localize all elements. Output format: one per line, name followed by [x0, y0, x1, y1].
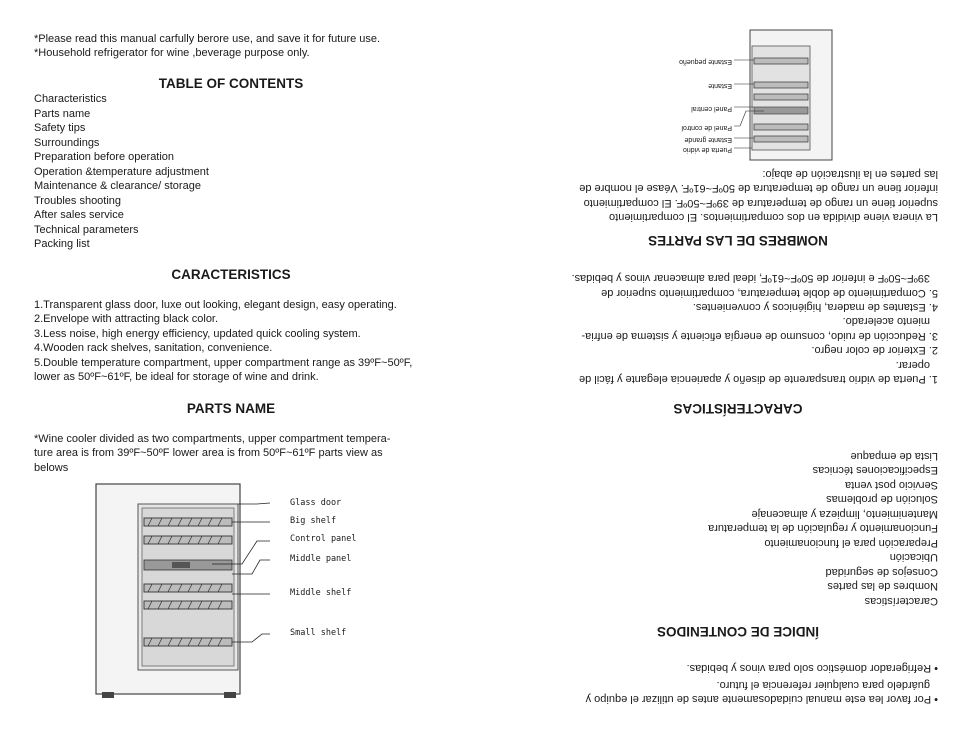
parts-intro-line-es: las partes en la ilustración de abajo:: [762, 167, 938, 180]
toc-item: Surroundings: [34, 136, 100, 149]
wine-cooler-diagram: [92, 478, 382, 703]
characteristics-list-es: [572, 271, 939, 386]
toc-list: [34, 92, 209, 252]
diagram-label-middle-shelf: Middle shelf: [290, 588, 352, 598]
toc-item-es: Lista de empaque: [850, 450, 938, 462]
parts-intro-line: ture area is from 39ºF~50ºF lower area is from 50ºF~61ºF parts view as: [34, 447, 383, 460]
intro-line-1-es: • Por favor lea este manual cuidadosamente antes de utilizar el equipo y: [585, 693, 938, 705]
toc-item-es: Ubicación: [889, 551, 938, 564]
parts-intro-es: [579, 166, 938, 224]
characteristic-line: 2.Envelope with attracting black color.: [34, 313, 219, 326]
toc-title: TABLE OF CONTENTS: [158, 76, 304, 91]
diagram-label-control-panel: Control panel: [290, 534, 357, 544]
toc-item: Characteristics: [34, 93, 107, 105]
characteristic-line: lower as 50ºF~61ºF, be ideal for storage of wine and drink.: [34, 371, 319, 384]
toc-item-es: Funcionamiento y regulación de la temperatura: [708, 522, 938, 535]
toc-item-es: Características: [864, 595, 938, 607]
diagram-label-panel-central: Panel central: [691, 105, 732, 112]
toc-title-es: ÍNDICE DE CONTENIDOS: [657, 624, 820, 639]
parts-intro: [34, 432, 390, 475]
characteristic-line: 4.Wooden rack shelves, sanitation, convenience.: [34, 342, 273, 355]
characteristic-line-es: 4. Estantes de madera, higiénicos y convenientes.: [692, 300, 938, 313]
intro-line-2: *Household refrigerator for wine ,beverage purpose only.: [34, 47, 310, 59]
toc-list-es: [708, 449, 938, 609]
toc-item: After sales service: [34, 209, 124, 221]
characteristic-line-es: 5. Compartimiento de doble temperatura, compartimiento superior de: [601, 286, 938, 299]
toc-item-es: Consejos de seguridad: [825, 566, 938, 578]
toc-item: Operation &temperature adjustment: [34, 165, 209, 178]
wine-cooler-illustration-es: [634, 24, 834, 164]
diagram-label-panel-de-control: Panel de control: [681, 124, 732, 131]
diagram-label-puerta-de-vidrio: Puerta de vidrio: [682, 146, 732, 153]
characteristics-list: [34, 298, 412, 384]
diagram-label-big-shelf: Big shelf: [290, 516, 337, 526]
diagram-label-estante-grande: Estante grande: [684, 136, 732, 143]
characteristic-line-es: 39ºF~50ºF e inferior de 50ºF~61ºF, ideal para almacenar vinos y bebidas.: [571, 272, 930, 285]
toc-item: Maintenance & clearance/ storage: [34, 180, 201, 192]
characteristic-line: 3.Less noise, high energy efficiency, updated quick cooling system.: [34, 327, 361, 340]
diagram-label-middle-panel: Middle panel: [290, 554, 352, 564]
characteristic-line-es: 2. Exterior de color negro.: [811, 344, 938, 357]
parts-name-title-es: NOMBRES DE LAS PARTES: [648, 233, 828, 248]
parts-intro-line-es: superior tiene un rango de temperatura de 39ºF~50ºF. El compartimiento: [583, 196, 938, 209]
intro-line-2-es: guárdelo para cualquier referencia el futuro.: [716, 679, 930, 691]
intro-line-3-es: • Refrigerador doméstico solo para vinos y bebidas.: [686, 662, 938, 674]
parts-name-title: PARTS NAME: [186, 401, 276, 416]
toc-item: Parts name: [34, 107, 91, 120]
parts-intro-line: *Wine cooler divided as two compartments, upper compartment tempera-: [34, 433, 391, 445]
diagram-label-small-shelf: Small shelf: [290, 628, 347, 638]
parts-intro-line-es: inferior tiene un rango de temperatura de 50ºF~61ºF. Véase el nombre de: [579, 182, 938, 195]
intro-line-1: *Please read this manual carfully berore use, and save it for future use.: [34, 33, 381, 45]
diagram-label-glass-door: Glass door: [290, 498, 342, 508]
toc-item-es: Preparación para el funcionamiento: [764, 537, 938, 549]
toc-item: Packing list: [34, 238, 90, 250]
toc-item-es: Mantenimiento, limpieza y almacenaje: [751, 508, 938, 520]
diagram-label-estante: Estante: [708, 82, 732, 89]
characteristic-line: 1.Transparent glass door, luxe out looking, elegant design, easy operating.: [34, 299, 397, 311]
characteristic-line-es: miento acelerado.: [842, 315, 930, 328]
characteristic-line-es: operar.: [895, 358, 930, 371]
toc-item: Safety tips: [34, 122, 86, 134]
toc-item: Preparation before operation: [34, 151, 175, 163]
toc-item: Troubles shooting: [34, 194, 122, 207]
toc-item-es: Solución de problemas: [826, 493, 938, 506]
characteristics-title-es: CARACTERÍSTICAS: [673, 401, 803, 416]
toc-item: Technical parameters: [34, 223, 139, 236]
toc-item-es: Servicio post venta: [845, 479, 938, 491]
parts-intro-line: belows: [34, 461, 69, 474]
characteristic-line: 5.Double temperature compartment, upper compartment range as 39ºF~50ºF,: [34, 356, 413, 369]
characteristic-line-es: 3. Reducción de ruido, consumo de energía eficiente y sistema de enfria-: [581, 329, 938, 342]
wine-cooler-diagram-es: [634, 24, 834, 164]
toc-item-es: Especificaciones técnicas: [812, 464, 938, 477]
toc-item-es: Nombres de las partes: [827, 580, 938, 593]
diagram-label-estante-pequeno: Estante pequeño: [679, 58, 732, 65]
parts-intro-line-es: La vinera viene dividida en dos compartimientos. El compartimiento: [609, 211, 938, 223]
characteristic-line-es: 1. Puerta de vidrio transparente de diseño y apariencia elegante y fácil de: [579, 373, 938, 385]
right-page-rotated: [477, 0, 954, 738]
characteristics-title: CARACTERISTICS: [171, 267, 291, 282]
